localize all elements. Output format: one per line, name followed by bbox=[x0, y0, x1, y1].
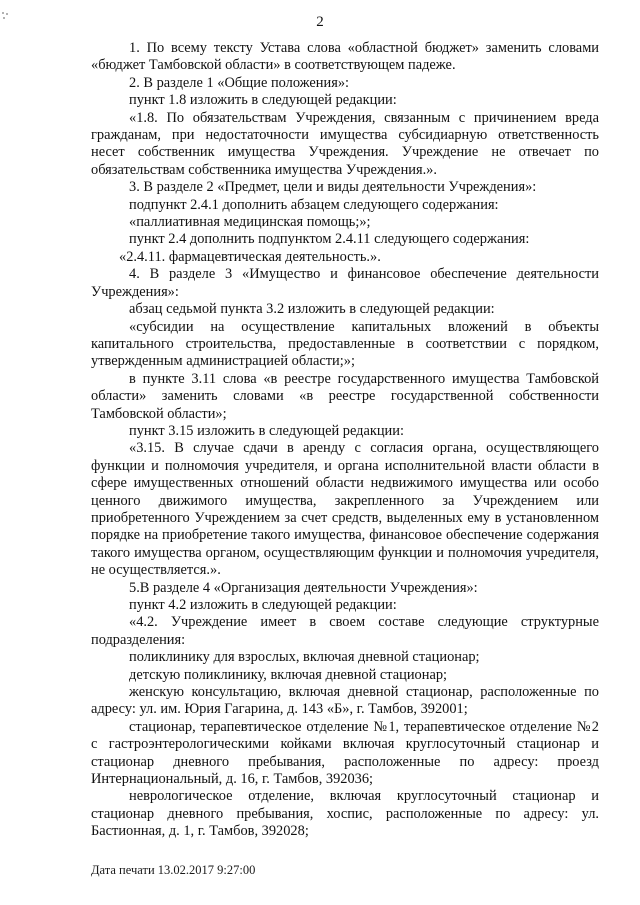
paragraph: пункт 1.8 изложить в следующей редакции: bbox=[129, 92, 397, 109]
paragraph: в пункте 3.11 слова «в реестре государственного имущества Тамбовской области» заменить словами «в реестре государственной собственности Тамбовской области»; bbox=[91, 370, 599, 422]
paragraph: 4. В разделе 3 «Имущество и финансовое обеспечение деятельности Учреждения»: bbox=[91, 266, 599, 300]
paragraph: «1.8. По обязательствам Учреждения, связанным с причинением вреда гражданам, при недостаточности имущества субсидиарную ответственность несет собственник имущества Учреждения. Учреждение не отвечает по обязательствам собственника имущества Учреждения.». bbox=[91, 109, 599, 178]
paragraph: 5.В разделе 4 «Организация деятельности Учреждения»: bbox=[129, 579, 478, 596]
paragraph: пункт 2.4 дополнить подпунктом 2.4.11 следующего содержания: bbox=[129, 231, 530, 248]
paragraph: «4.2. Учреждение имеет в своем составе следующие структурные подразделения: bbox=[91, 614, 599, 648]
paragraph: «паллиативная медицинская помощь;»; bbox=[129, 214, 371, 231]
paragraph: стационар, терапевтическое отделение №1, терапевтическое отделение №2 с гастроэнтерологическими койками включая круглосуточный стационар и стационар дневного пребывания, расположенные по адресу: проезд Интернациональный, д. 16, г. Тамбов, 392036; bbox=[91, 718, 599, 788]
paragraph: 1. По всему тексту Устава слова «областной бюджет» заменить словами «бюджет Тамбовской области» в соответствующем падеже. bbox=[91, 40, 599, 74]
paragraph: абзац седьмой пункта 3.2 изложить в следующей редакции: bbox=[129, 301, 495, 318]
paragraph: «2.4.11. фармацевтическая деятельность.». bbox=[119, 248, 381, 265]
paragraph: 2. В разделе 1 «Общие положения»: bbox=[129, 74, 350, 91]
paragraph: пункт 4.2 изложить в следующей редакции: bbox=[129, 597, 397, 613]
paragraph: «3.15. В случае сдачи в аренду с согласия органа, осуществляющего функции и полномочия учредителя, и органа исполнительной власти области в сфере имущественных отношений области недвижимого имущества или особо ценного движимого имущества, закрепленного за Учреждением или приобретенного Учреждением за счет средств, выделенных ему в установленном порядке на приобретение такого имущества, финансовое обеспечение содержания такого имущества органом, осуществляющим функции и полномочия учредителя, не осуществляется.». bbox=[91, 440, 599, 579]
paragraph: «субсидии на осуществление капитальных вложений в объекты капитального строительства, предоставленные в соответствии с порядком, утвержденным администрацией области;»; bbox=[91, 318, 599, 370]
paragraph: детскую поликлинику, включая дневной стационар; bbox=[129, 666, 448, 683]
print-date-footer: Дата печати 13.02.2017 9:27:00 bbox=[91, 863, 256, 877]
document-body bbox=[91, 40, 599, 841]
paragraph: женскую консультацию, включая дневной стационар, расположенные по адресу: ул. им. Юрия Гагарина, д. 143 «Б», г. Тамбов, 392001; bbox=[91, 684, 599, 718]
paragraph: неврологическое отделение, включая круглосуточный стационар и стационар дневного пребывания, хоспис, расположенные по адресу: ул. Бастионная, д. 1, г. Тамбов, 392028; bbox=[91, 788, 599, 840]
paragraph: поликлинику для взрослых, включая дневной стационар; bbox=[129, 649, 480, 666]
page-number: 2 bbox=[316, 14, 324, 30]
paragraph: пункт 3.15 изложить в следующей редакции: bbox=[129, 422, 404, 439]
paragraph: подпункт 2.4.1 дополнить абзацем следующего содержания: bbox=[129, 196, 499, 213]
paragraph: 3. В разделе 2 «Предмет, цели и виды деятельности Учреждения»: bbox=[129, 179, 537, 196]
